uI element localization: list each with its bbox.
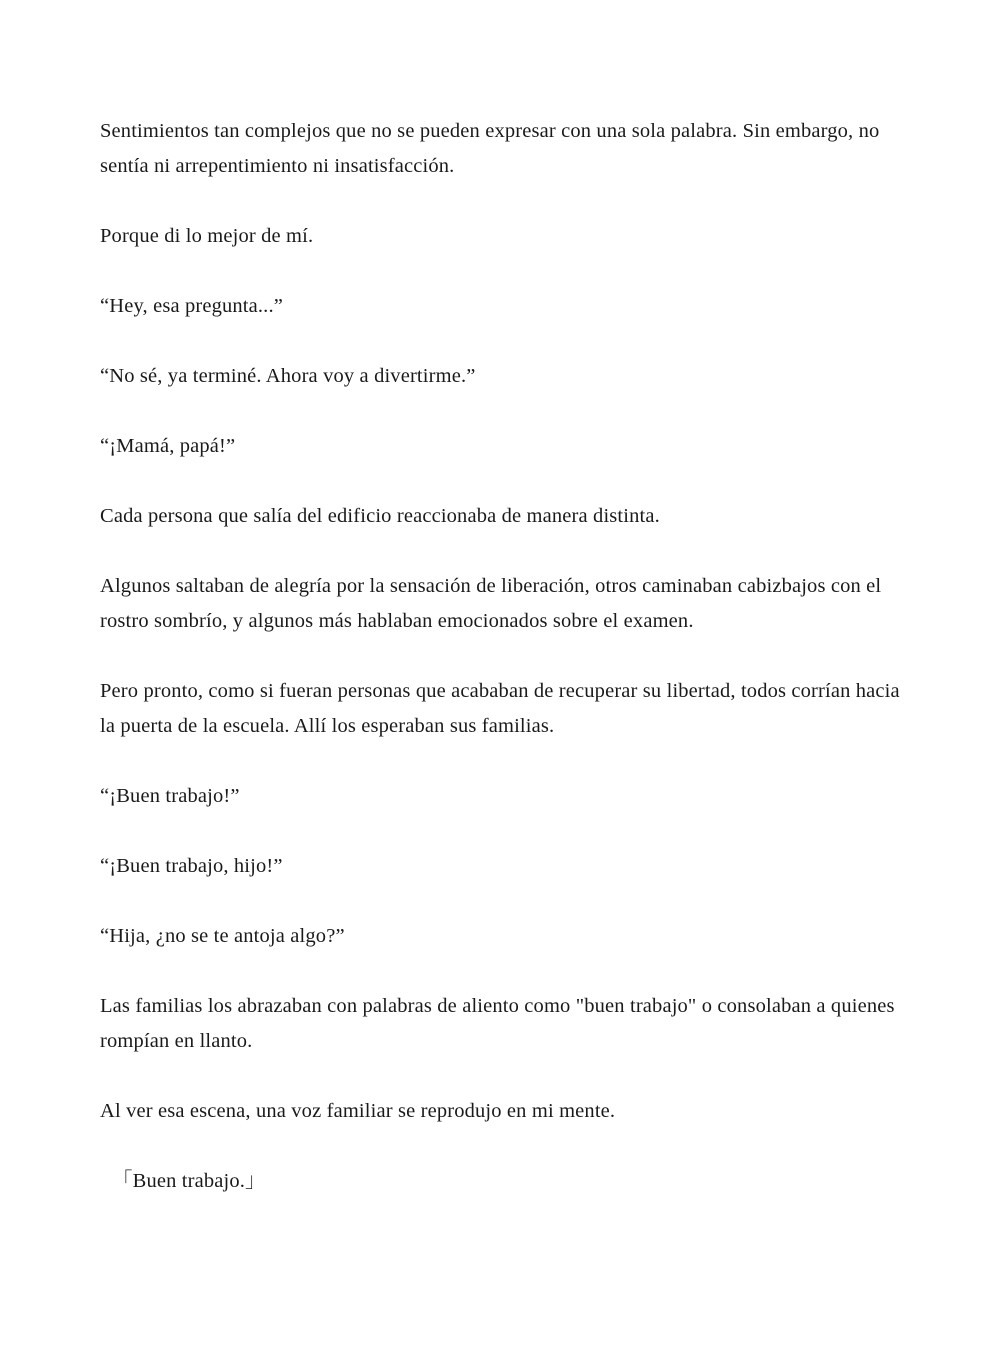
dialogue-line-2: “No sé, ya terminé. Ahora voy a divertirme.” <box>100 365 476 387</box>
dialogue-line-4: “¡Buen trabajo!” <box>100 785 240 807</box>
paragraph-3: Cada persona que salía del edificio reaccionaba de manera distinta. <box>100 505 660 527</box>
paragraph-4: Algunos saltaban de alegría por la sensación de liberación, otros caminaban cabizbajos con el rostro sombrío, y algunos más hablaban emocionados sobre el examen. <box>100 575 882 632</box>
paragraph-1: Sentimientos tan complejos que no se pueden expresar con una sola palabra. Sin embargo, no sentía ni arrepentimiento ni insatisfacción. <box>100 120 880 177</box>
dialogue-line-5: “¡Buen trabajo, hijo!” <box>100 855 283 877</box>
remembered-quote: 「Buen trabajo.」 <box>112 1170 266 1192</box>
paragraph-6: Las familias los abrazaban con palabras de aliento como "buen trabajo" o consolaban a quienes rompían en llanto. <box>100 995 895 1052</box>
document-page <box>100 114 900 1234</box>
paragraph-2: Porque di lo mejor de mí. <box>100 225 314 247</box>
dialogue-line-6: “Hija, ¿no se te antoja algo?” <box>100 925 345 947</box>
paragraph-7: Al ver esa escena, una voz familiar se reprodujo en mi mente. <box>100 1100 616 1122</box>
paragraph-5: Pero pronto, como si fueran personas que acababan de recuperar su libertad, todos corrían hacia la puerta de la escuela. Allí los esperaban sus familias. <box>100 680 900 737</box>
dialogue-line-3: “¡Mamá, papá!” <box>100 435 236 457</box>
dialogue-line-1: “Hey, esa pregunta...” <box>100 295 283 317</box>
